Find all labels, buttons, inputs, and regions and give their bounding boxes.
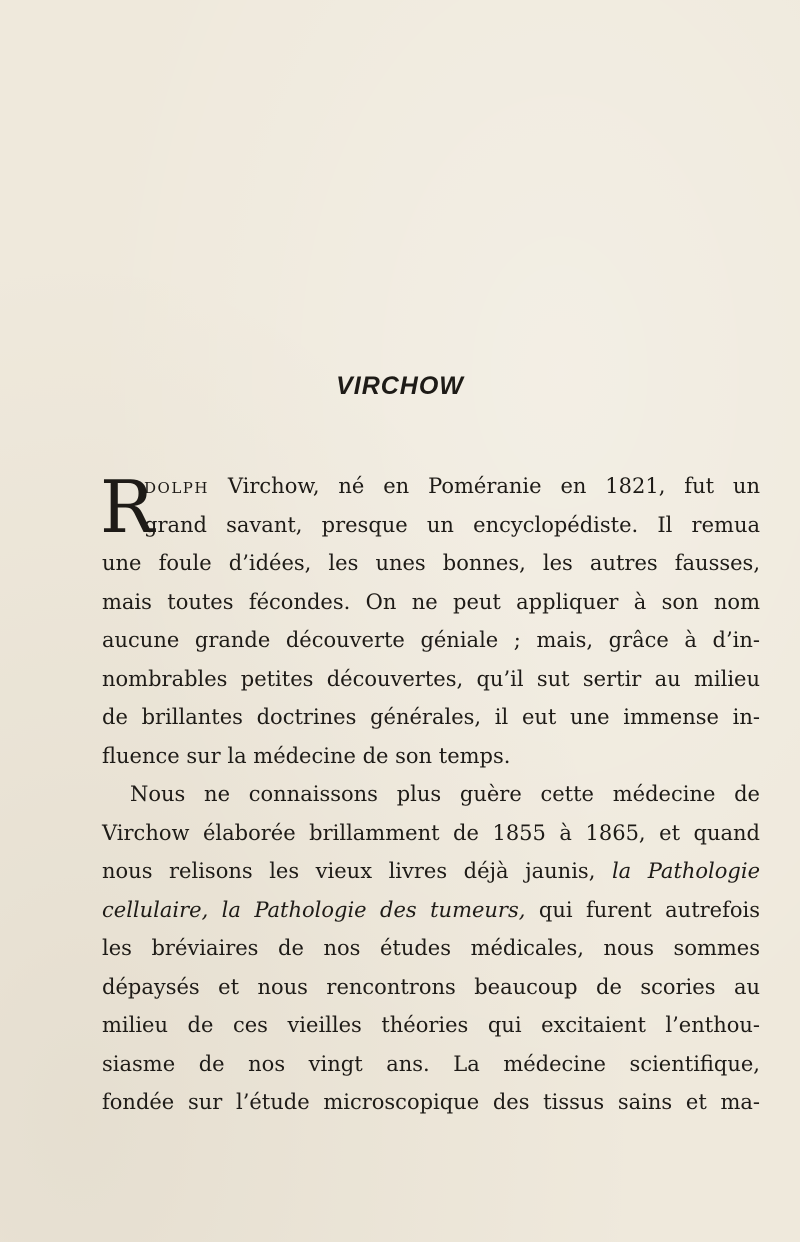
text-line: mais toutes fécondes. On ne peut appliquer à son nom bbox=[102, 589, 760, 614]
small-caps-word: DOLPH bbox=[144, 479, 209, 497]
line-text: Virchow, né en Poméranie en 1821, fut un bbox=[227, 474, 760, 498]
text-line: nombrables petites découvertes, qu’il sut sertir au milieu bbox=[102, 666, 760, 691]
text-line: milieu de ces vieilles théories qui excitaient l’enthou- bbox=[102, 1013, 760, 1037]
text-line: fluence sur la médecine de son temps. bbox=[102, 743, 511, 768]
text-line bbox=[102, 891, 760, 930]
line-text: nous relisons les vieux livres déjà jaunis, bbox=[102, 859, 596, 883]
text-line: dépaysés et nous rencontrons beaucoup de scories au bbox=[102, 974, 760, 999]
text-line: grand savant, presque un encyclopédiste. Il remua bbox=[144, 512, 760, 537]
body-text bbox=[102, 467, 760, 1122]
text-line: de brillantes doctrines générales, il eut une immense in- bbox=[102, 705, 760, 729]
drop-cap: R bbox=[100, 465, 155, 549]
text-line: aucune grande découverte géniale ; mais, grâce à d’in- bbox=[102, 628, 760, 652]
text-line: siasme de nos vingt ans. La médecine scientifique, bbox=[102, 1051, 760, 1076]
text-line: Nous ne connaissons plus guère cette médecine de bbox=[130, 782, 760, 806]
text-line bbox=[102, 852, 760, 891]
text-line: les bréviaires de nos études médicales, nous sommes bbox=[102, 936, 760, 960]
italic-book-title: la Pathologie bbox=[611, 859, 760, 883]
chapter-title: VIRCHOW bbox=[336, 372, 464, 400]
line-text: qui furent autrefois bbox=[538, 897, 761, 922]
text-line: Virchow élaborée brillamment de 1855 à 1865, et quand bbox=[102, 820, 760, 845]
text-line: fondée sur l’étude microscopique des tissus sains et ma- bbox=[102, 1090, 760, 1114]
italic-book-title: cellulaire, la Pathologie des tumeurs, bbox=[102, 897, 526, 922]
text-line: une foule d’idées, les unes bonnes, les autres fausses, bbox=[102, 551, 760, 575]
